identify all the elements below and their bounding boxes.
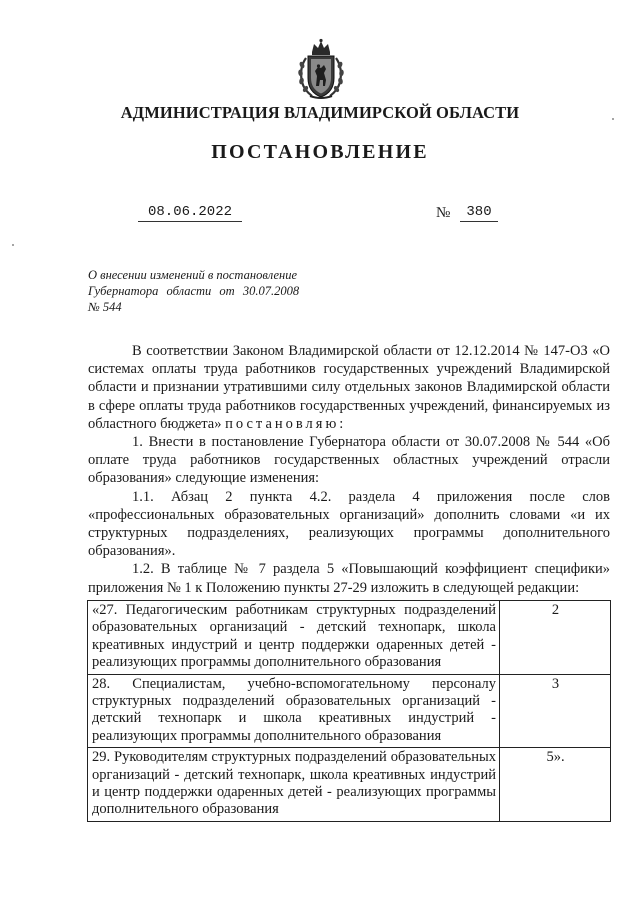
table-row: [88, 601, 611, 675]
scan-speck: [612, 118, 614, 120]
document-number: 380: [460, 204, 498, 222]
document-subject: [88, 267, 333, 315]
table-cell-coefficient: 5».: [500, 748, 611, 822]
organization-title: АДМИНИСТРАЦИЯ ВЛАДИМИРСКОЙ ОБЛАСТИ: [120, 103, 520, 122]
table-cell-description: 29. Руководителям структурных подразделений образовательных организаций - детский технопарк, школа креативных индустрий и центр поддержки одаренных детей - реализующих программы дополнительного образования: [88, 748, 500, 822]
preamble-text: В соответствии Законом Владимирской области от 12.12.2014 № 147-ОЗ «О системах оплаты труда работников государственных учреждений Владимирской области и признании утратившими силу отдельных законов Владимирской области в сфере оплаты труда работников государственных учреждений, финансируемых из областного бюджета»: [88, 343, 610, 432]
table-cell-coefficient: 3: [500, 674, 611, 748]
table-cell-description: «27. Педагогическим работникам структурных подразделений образовательных организаций - детский технопарк, школа креативных индустрий и центр поддержки одаренных детей - реализующих программы дополнительного образования: [88, 601, 500, 675]
coat-of-arms-icon: [294, 38, 348, 100]
document-body: [88, 342, 610, 597]
document-number-label: №: [436, 205, 451, 221]
table-cell-coefficient: 2: [500, 601, 611, 675]
table-cell-description: 28. Специалистам, учебно-вспомогательному персоналу структурных подразделений образовательных организаций - детский технопарк и школа креативных индустрий - реализующих программы дополнительного образования: [88, 674, 500, 748]
subject-line: Губернатора области от 30.07.2008: [88, 284, 300, 298]
item-paragraph: 1.2. В таблице № 7 раздела 5 «Повышающий коэффициент специфики» приложения № 1 к Положению пункты 27-29 изложить в следующей редакции:: [88, 561, 610, 596]
table-row: [88, 674, 611, 748]
subject-line: № 544: [88, 300, 122, 314]
subject-line: О внесении изменений в постановление: [88, 268, 298, 282]
preamble-paragraph: [88, 342, 610, 433]
item-paragraph: 1.1. Абзац 2 пункта 4.2. раздела 4 приложения после слов «профессиональных образовательных организаций» дополнить словами «и их структурных подразделениях, реализующих программы дополнительного образования».: [88, 488, 610, 560]
coefficient-table: [87, 600, 611, 822]
decree-word: постановляю:: [225, 415, 347, 432]
scan-speck: [12, 244, 14, 246]
table-row: [88, 748, 611, 822]
document-type-title: ПОСТАНОВЛЕНИЕ: [211, 141, 429, 163]
document-date: 08.06.2022: [138, 204, 242, 222]
item-paragraph: 1. Внести в постановление Губернатора области от 30.07.2008 № 544 «Об оплате труда работников государственных областных учреждений отрасли образования» следующие изменения:: [88, 434, 610, 487]
